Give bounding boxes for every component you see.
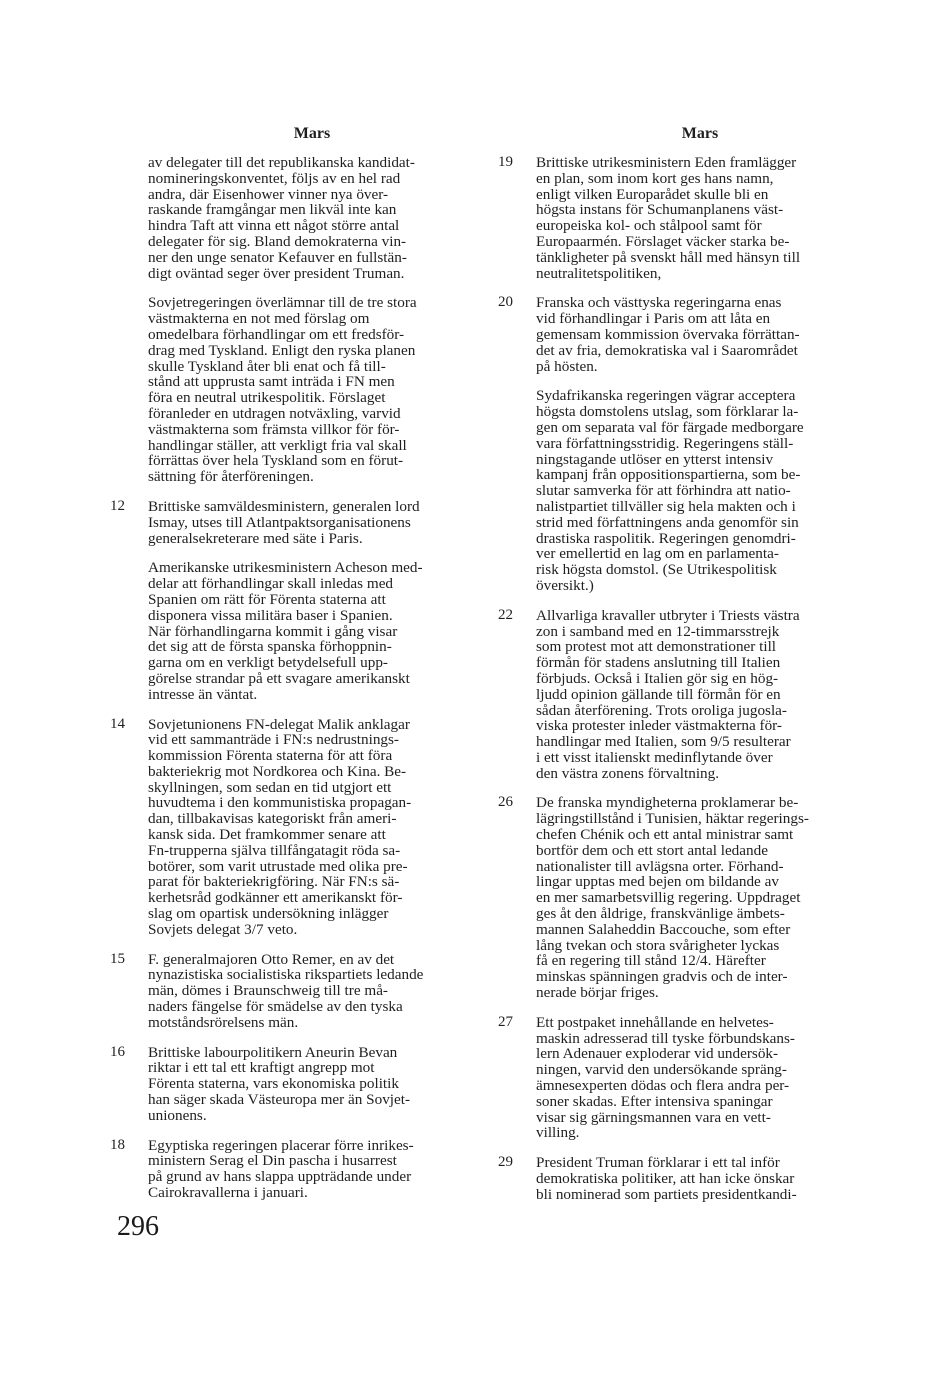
entry-text: Sovjetregeringen överlämnar till de tre stora västmakterna en not med förslag om omedelbara förhandlingar om ett fredsför- drag med Tyskland. Enligt den ryska planen skulle Tyskland åter bli enat och få till- stånd att upprusta samt inträda i FN men föra en neutral utrikespolitik. Förslaget föranleder en utdragen notväxling, varvid västmakterna som främsta villkor för för- handlingar ställer, att verkligt fria val skall förrättas över hela Tyskland som en förut- sättning för återföreningen. (148, 294, 417, 486)
chronicle-entry (110, 295, 476, 485)
chronicle-entry (110, 155, 476, 281)
entry-date: 26 (498, 794, 513, 811)
entry-date: 19 (498, 154, 513, 170)
chronicle-entry (498, 1015, 864, 1141)
entry-text: Brittiske labourpolitikern Aneurin Bevan riktar i ett tal ett kraftigt angrepp mot Förenta staterna, vars ekonomiska politik han säger skada Västeuropa mer än Sovjet- unionens. (148, 1043, 411, 1124)
entry-text: Allvarliga kravaller utbryter i Triests västra zon i samband med en 12-timmarsstrejk som protest mot att demonstrationer till förmån för stadens anslutning till Italien förbjuds. Också i Italien gör sig en hög- ljudd opinion gällande till förmån för en sådan återförening. Trots oroliga jugosla- viska protester inleder västmakterna för- handlingar med Italien, som 9/5 resulterar i ett visst italienskt medinflytande över den västra zonens förvaltning. (536, 606, 800, 782)
entry-text: President Truman förklarar i ett tal inför demokratiska politiker, att han icke önskar bli nominerad som partiets presidentkandi- (536, 1154, 797, 1203)
entry-date: 29 (498, 1154, 513, 1171)
chronicle-entry (498, 795, 864, 1000)
entry-date: 18 (110, 1136, 125, 1153)
left-month-header: Mars (293, 125, 331, 142)
entry-text: Ett postpaket innehållande en helvetes- maskin adresserad till tyske förbundskans- lern Adenauer exploderar vid undersök- ningen, varvid den undersökande spräng- ämnesexperten dödas och flera andra per- soner skadas. Efter intensiva spaningar visar sig gärningsmannen vara en vett- villing. (536, 1013, 795, 1142)
chronicle-entry (498, 608, 864, 782)
entry-date: 14 (110, 715, 125, 732)
page-number: 296 (117, 1211, 159, 1242)
entry-text: F. generalmajoren Otto Remer, en av det nynazistiska socialistiska rikspartiets ledande män, dömes i Braunschweig till tre må- naders fängelse för smädelse av den tyska motståndsrörelsens män. (148, 950, 424, 1031)
entry-date: 12 (110, 497, 125, 514)
entry-text: Brittiske utrikesministern Eden framlägger en plan, som inom kort ges hans namn, enligt vilken Europarådet skulle bli en högsta instans för Schumanplanens väst- europeiska kol- och stålpool samt för Europaarmén. Förslaget väcker starka be- tänkligheter på svenskt håll med hänsyn till neutralitetspolitiken, (536, 154, 801, 282)
chronicle-entry (110, 717, 476, 938)
entry-date: 27 (498, 1013, 513, 1030)
chronicle-entry (110, 1045, 476, 1124)
chronicle-entry (110, 1138, 476, 1201)
chronicle-entry (110, 560, 476, 702)
entry-date: 15 (110, 950, 125, 967)
right-entries (498, 155, 864, 1203)
chronicle-entry (498, 295, 864, 374)
entry-text: Amerikanske utrikesministern Acheson med- delar att förhandlingar skall inledas med Spanien om rätt för Förenta staterna att disponera vissa militära baser i Spanien. När förhandlingarna kommit i gång visar det sig att de första spanska förhoppnin- garna om en verkligt betydelsefull upp- görelse strandar på ett svagare amerikanskt intresse än väntat. (148, 559, 423, 703)
entry-text: Sovjetunionens FN-delegat Malik anklagar vid ett sammanträde i FN:s nedrustnings- kommission Förenta staterna för att föra bakteriekrig mot Nordkorea och Kina. Be- skyllningen, som sedan en tid utgjort ett huvudtema i den kommunistiska propagan- dan, tillbakavisas kategoriskt från ameri- kansk sida. Det framkommer senare att Fn-trupperna själva tillfångatagit röda sa- botörer, som varit utrustade med olika pre- parat för bakteriekrigföring. När FN:s sä- kerhetsråd godkänner ett amerikanskt för- slag om opartisk undersökning inlägger Sovjets delegat 3/7 veto. (148, 715, 412, 938)
right-month-header: Mars (681, 125, 719, 142)
chronicle-entry (110, 499, 476, 546)
chronicle-entry (498, 388, 864, 593)
entry-date: 16 (110, 1043, 125, 1060)
entry-text: De franska myndigheterna proklamerar be- lägringstillstånd i Tunisien, häktar regerings- chefen Chénik och ett antal ministrar samt bortför dem och ett stort antal ledande nationalister till avlägsna orter. Förhand- lingar upptas med bejen om bildande av en mer samarbetsvillig regering. Uppdraget ges åt den åldrige, franskvänlige ämbets- mannen Salaheddin Baccouche, som efter lång tvekan och stora svårigheter lyckas få en regering till stånd 12/4. Härefter minskas spänningen gradvis och de inter- nerade börjar friges. (536, 794, 809, 1002)
entry-text: Egyptiska regeringen placerar förre inrikes- ministern Serag el Din pascha i husarrest på grund av hans slappa uppträdande under Cairokravallerna i januari. (148, 1136, 414, 1202)
entry-text: av delegater till det republikanska kandidat- nomineringskonventet, följs av en hel rad andra, där Eisenhower vinner nya över- raskande framgångar men likväl inte kan hindra Taft att vinna ett något större antal delegater för sig. Bland demokraterna vin- ner den unge senator Kefauver en fullstän- digt oväntad seger över president Truman. (148, 154, 415, 282)
chronicle-entry (498, 155, 864, 281)
entry-date: 22 (498, 606, 513, 623)
entry-text: Franska och västtyska regeringarna enas vid förhandlingar i Paris om att låta en gemensam kommission övervaka förrättan- det av fria, demokratiska val i Saarområdet på hösten. (536, 294, 800, 375)
entry-text: Sydafrikanska regeringen vägrar acceptera högsta domstolens utslag, som förklarar la- gen om separata val för färgade medborgare vara författningsstridig. Regeringens ställ- ningstagande utlöser en ytterst intensiv kampanj från oppositionspartierna, som be- slutar samverka för att förhindra att natio- nalistpartiet tillväller sig hela makten och i strid med författningens anda genomför sin drastiska raspolitik. Regeringen genomdri- ver emellertid en lag om en parlamenta- risk högsta domstol. (Se Utrikespolitisk översikt.) (536, 387, 804, 594)
chronicle-entry (110, 952, 476, 1031)
left-entries (110, 155, 476, 1201)
entry-text: Brittiske samväldesministern, generalen lord Ismay, utses till Atlantpaktsorganisationens generalsekreterare med säte i Paris. (148, 497, 420, 547)
right-column (498, 123, 864, 1217)
left-column (110, 123, 476, 1215)
entry-date: 20 (498, 294, 513, 311)
chronicle-entry (498, 1155, 864, 1202)
